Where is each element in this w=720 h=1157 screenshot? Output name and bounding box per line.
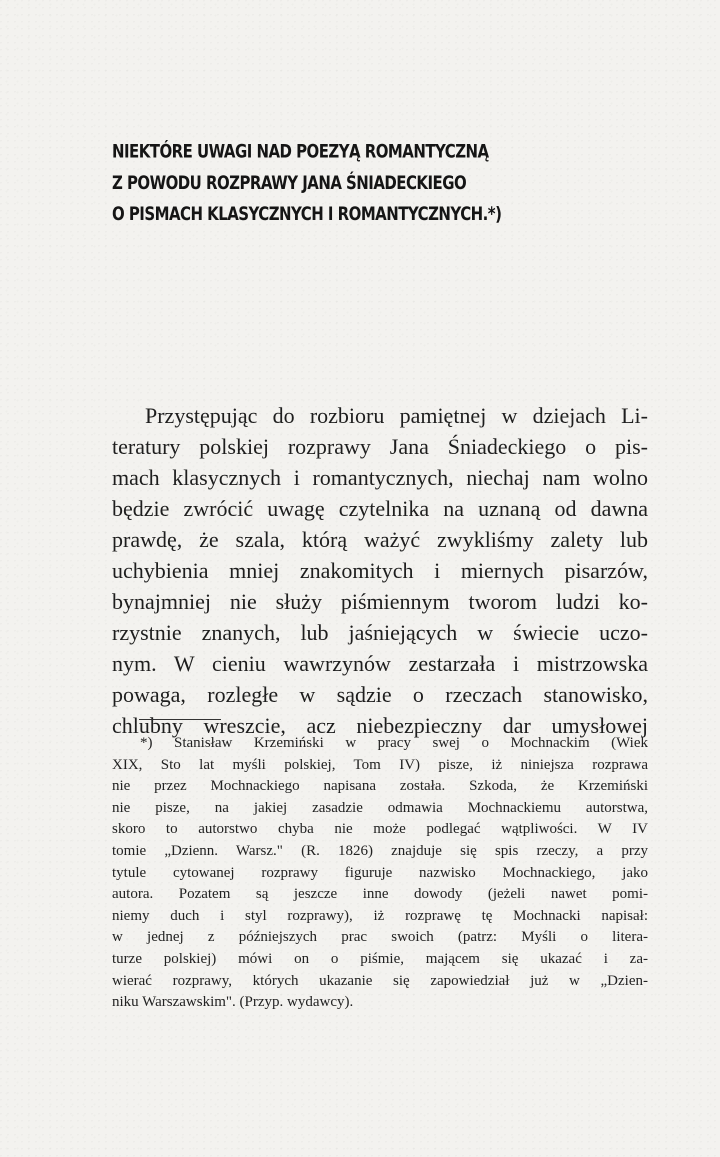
footnote-line: wierać rozprawy, których ukazanie się zapowiedział już w „Dzien- [112, 972, 648, 989]
body-line: będzie zwrócić uwagę czytelnika na uznaną od dawna [112, 496, 648, 521]
footnote-line: nie przez Mochnackiego napisana została. Szkoda, że Krzemiński [112, 778, 648, 795]
footnote-line: niku Warszawskim". (Przyp. wydawcy). [112, 994, 354, 1011]
body-line: chlubny wreszcie, acz niebezpieczny dar umysłowej [112, 713, 648, 738]
title-line-1: NIEKTÓRE UWAGI NAD POEZYĄ ROMANTYCZNĄ [112, 141, 489, 163]
body-line: powaga, rozległe w sądzie o rzeczach stanowisko, [112, 682, 648, 707]
footnote-line: autora. Pozatem są jeszcze inne dowody (jeżeli nawet pomi- [112, 886, 648, 903]
body-line: nym. W cieniu wawrzynów zestarzała i mistrzowska [112, 651, 648, 676]
footnote-line: tomie „Dzienn. Warsz." (R. 1826) znajduje się spis rzeczy, a przy [112, 842, 648, 859]
footnote-separator [139, 719, 221, 720]
footnote-line: tytule cytowanej rozprawy figuruje nazwisko Mochnackiego, jako [112, 864, 648, 881]
title-line-2: Z POWODU ROZPRAWY JANA ŚNIADECKIEGO [112, 172, 467, 195]
footnote-line: nie pisze, na jakiej zasadzie odmawia Mochnackiemu autorstwa, [112, 799, 648, 816]
footnote-line: niemy duch i styl rozprawy), iż rozprawę tę Mochnacki napisał: [112, 907, 648, 924]
body-line: uchybienia mniej znakomitych i miernych pisarzów, [112, 558, 648, 583]
body-line: teratury polskiej rozprawy Jana Śniadeckiego o pis- [112, 434, 648, 459]
body-line: Przystępując do rozbioru pamiętnej w dziejach Li- [145, 403, 648, 428]
footnote-line: *) Stanisław Krzemiński w pracy swej o Mochnackim (Wiek [140, 735, 648, 751]
footnote-line: XIX, Sto lat myśli polskiej, Tom IV) pisze, iż niniejsza rozprawa [112, 756, 648, 773]
title-line-3: O PISMACH KLASYCZNYCH I ROMANTYCZNYCH.*) [112, 203, 502, 226]
footnote-line: w jednej z późniejszych prac swoich (patrz: Myśli o litera- [112, 929, 648, 946]
body-line: prawdę, że szala, którą ważyć zwykliśmy zalety lub [112, 527, 648, 552]
chapter-title [112, 137, 502, 231]
body-line: mach klasycznych i romantycznych, niechaj nam wolno [112, 465, 648, 490]
footnote-line: skoro to autorstwo chyba nie może podlegać wątpliwości. W IV [112, 821, 648, 838]
footnote [112, 733, 648, 1014]
body-line: bynajmniej nie służy piśmiennym tworom ludzi ko- [112, 589, 648, 614]
main-paragraph [112, 400, 648, 741]
footnote-line: turze polskiej) mówi on o piśmie, mającem się ukazać i za- [112, 950, 648, 967]
body-line: rzystnie znanych, lub jaśniejących w świecie uczo- [112, 620, 648, 645]
